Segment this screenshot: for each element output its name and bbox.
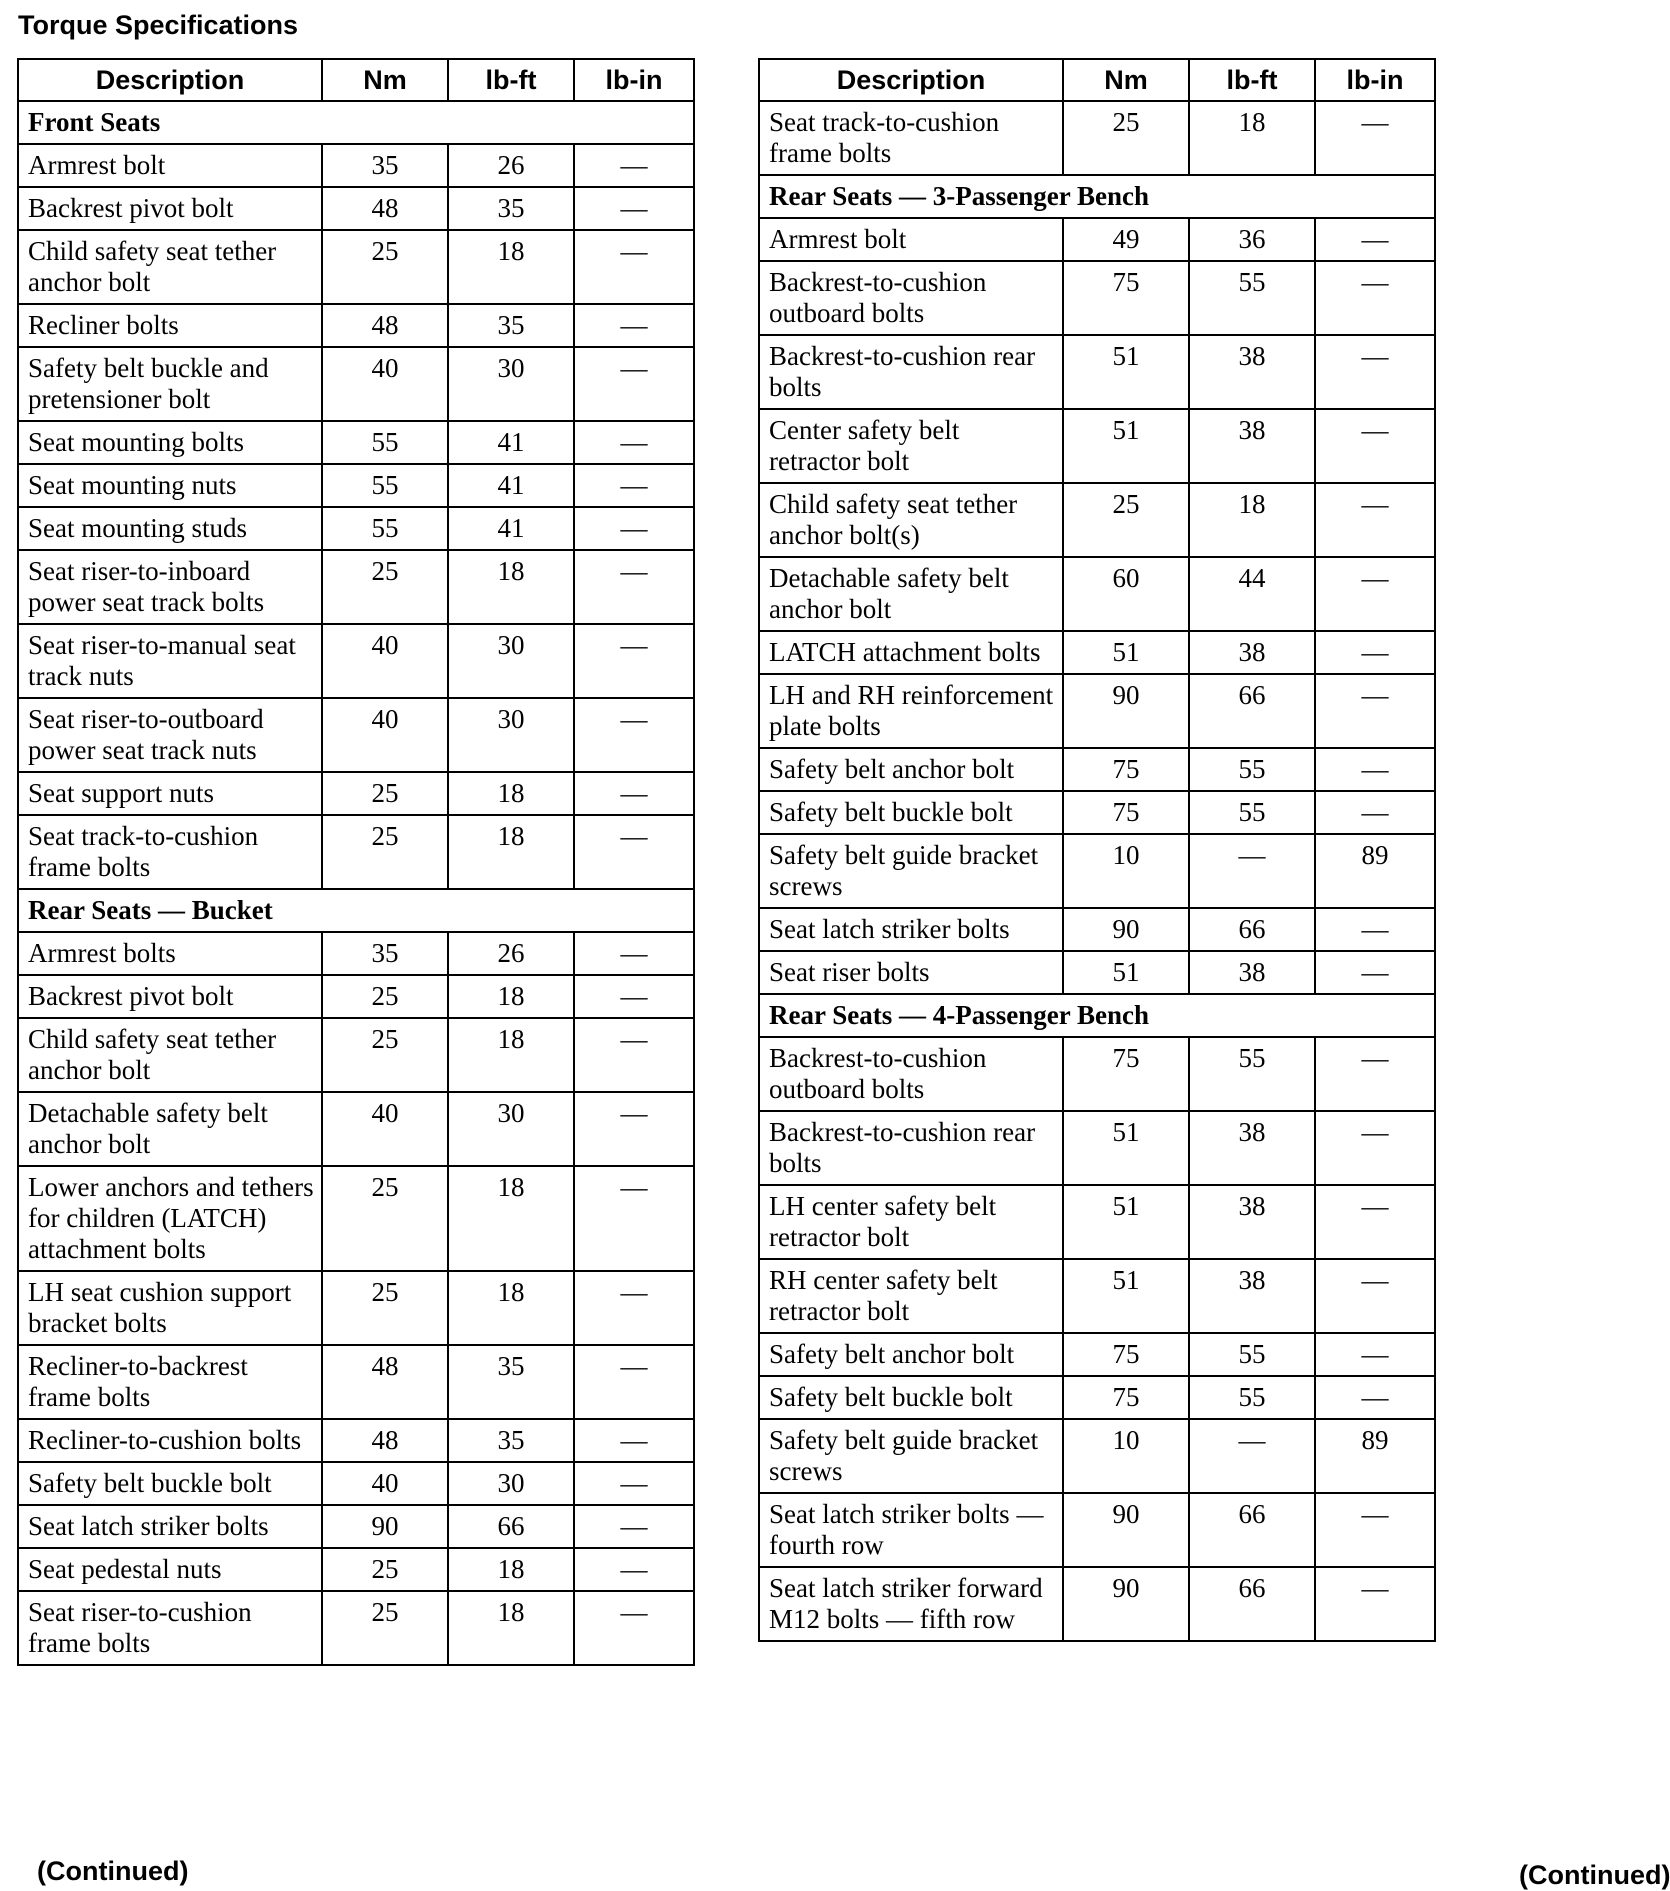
table-row [18, 421, 694, 464]
nm-cell: 48 [322, 1419, 448, 1462]
lbft-cell: 66 [1189, 908, 1315, 951]
lbft-cell: 55 [1189, 1333, 1315, 1376]
lbin-cell: — [574, 464, 694, 507]
nm-cell: 25 [322, 1271, 448, 1345]
table-row [18, 698, 694, 772]
table-row [759, 748, 1435, 791]
table-row [759, 409, 1435, 483]
lbin-cell: — [1315, 1333, 1435, 1376]
header-lbft: lb-ft [1189, 59, 1315, 101]
lbft-cell: 36 [1189, 218, 1315, 261]
description-cell: Safety belt buckle bolt [18, 1462, 322, 1505]
lbin-cell: — [1315, 483, 1435, 557]
table-row [18, 1591, 694, 1665]
nm-cell: 60 [1063, 557, 1189, 631]
nm-cell: 75 [1063, 261, 1189, 335]
header-nm: Nm [1063, 59, 1189, 101]
nm-cell: 90 [322, 1505, 448, 1548]
table-row [18, 187, 694, 230]
table-row [18, 772, 694, 815]
lbft-cell: 38 [1189, 1185, 1315, 1259]
lbft-cell: 38 [1189, 1259, 1315, 1333]
description-cell: Backrest pivot bolt [18, 975, 322, 1018]
nm-cell: 40 [322, 347, 448, 421]
lbft-cell: 18 [448, 1018, 574, 1092]
nm-cell: 90 [1063, 1567, 1189, 1641]
lbin-cell: — [1315, 748, 1435, 791]
lbin-cell: — [1315, 1259, 1435, 1333]
table-row [759, 1111, 1435, 1185]
section-row [759, 175, 1435, 218]
table-row [18, 507, 694, 550]
description-cell: Detachable safety belt anchor bolt [18, 1092, 322, 1166]
lbin-cell: — [1315, 1376, 1435, 1419]
nm-cell: 40 [322, 624, 448, 698]
description-cell: Safety belt anchor bolt [759, 748, 1063, 791]
description-cell: Safety belt guide bracket screws [759, 834, 1063, 908]
table-row [18, 975, 694, 1018]
nm-cell: 90 [1063, 1493, 1189, 1567]
lbin-cell: 89 [1315, 834, 1435, 908]
lbin-cell: — [574, 1092, 694, 1166]
description-cell: Seat support nuts [18, 772, 322, 815]
lbft-cell: 18 [448, 1591, 574, 1665]
lbin-cell: — [574, 1548, 694, 1591]
table-row [18, 624, 694, 698]
table-row [759, 1376, 1435, 1419]
lbin-cell: — [1315, 557, 1435, 631]
lbin-cell: — [1315, 951, 1435, 994]
nm-cell: 40 [322, 698, 448, 772]
table-row [759, 631, 1435, 674]
table-row [759, 483, 1435, 557]
lbft-cell: 55 [1189, 748, 1315, 791]
table-row [18, 464, 694, 507]
table-row [759, 951, 1435, 994]
lbin-cell: — [574, 815, 694, 889]
table-row [18, 230, 694, 304]
lbin-cell: — [1315, 1493, 1435, 1567]
description-cell: Seat riser-to-inboard power seat track bolts [18, 550, 322, 624]
description-cell: Seat mounting nuts [18, 464, 322, 507]
lbin-cell: — [574, 1166, 694, 1271]
table-row [759, 834, 1435, 908]
description-cell: Seat riser-to-outboard power seat track nuts [18, 698, 322, 772]
description-cell: Safety belt guide bracket screws [759, 1419, 1063, 1493]
header-row [759, 59, 1435, 101]
table-row [759, 791, 1435, 834]
description-cell: LATCH attachment bolts [759, 631, 1063, 674]
table-row [18, 1018, 694, 1092]
description-cell: Seat latch striker bolts [18, 1505, 322, 1548]
nm-cell: 75 [1063, 748, 1189, 791]
lbin-cell: — [1315, 908, 1435, 951]
nm-cell: 40 [322, 1462, 448, 1505]
nm-cell: 90 [1063, 674, 1189, 748]
nm-cell: 51 [1063, 951, 1189, 994]
lbft-cell: 18 [448, 550, 574, 624]
description-cell: Seat track-to-cushion frame bolts [759, 101, 1063, 175]
nm-cell: 40 [322, 1092, 448, 1166]
nm-cell: 51 [1063, 409, 1189, 483]
lbft-cell: 18 [1189, 101, 1315, 175]
header-row [18, 59, 694, 101]
lbin-cell: — [574, 1462, 694, 1505]
description-cell: Safety belt buckle bolt [759, 791, 1063, 834]
lbft-cell: 30 [448, 1462, 574, 1505]
lbin-cell: — [574, 304, 694, 347]
table-row [18, 932, 694, 975]
table-row [18, 1548, 694, 1591]
header-description: Description [18, 59, 322, 101]
table-row [18, 347, 694, 421]
lbft-cell: 44 [1189, 557, 1315, 631]
lbft-cell: 35 [448, 304, 574, 347]
lbft-cell: 55 [1189, 1376, 1315, 1419]
table-row [759, 1259, 1435, 1333]
torque-table-left [17, 58, 695, 1666]
description-cell: Backrest pivot bolt [18, 187, 322, 230]
nm-cell: 25 [322, 230, 448, 304]
table-row [759, 1185, 1435, 1259]
table-row [759, 1493, 1435, 1567]
nm-cell: 55 [322, 464, 448, 507]
section-row [18, 889, 694, 932]
table-row [18, 1345, 694, 1419]
nm-cell: 25 [322, 815, 448, 889]
table-row [759, 218, 1435, 261]
nm-cell: 10 [1063, 1419, 1189, 1493]
lbft-cell: 30 [448, 624, 574, 698]
lbin-cell: — [1315, 674, 1435, 748]
lbft-cell: 66 [448, 1505, 574, 1548]
description-cell: Seat mounting bolts [18, 421, 322, 464]
lbin-cell: — [1315, 261, 1435, 335]
description-cell: Backrest-to-cushion rear bolts [759, 335, 1063, 409]
nm-cell: 51 [1063, 1259, 1189, 1333]
lbft-cell: 30 [448, 698, 574, 772]
nm-cell: 48 [322, 187, 448, 230]
description-cell: Recliner-to-cushion bolts [18, 1419, 322, 1462]
nm-cell: 51 [1063, 1111, 1189, 1185]
lbft-cell: 66 [1189, 674, 1315, 748]
section-title: Rear Seats — 3-Passenger Bench [759, 175, 1435, 218]
description-cell: Detachable safety belt anchor bolt [759, 557, 1063, 631]
nm-cell: 10 [1063, 834, 1189, 908]
header-lbin: lb-in [1315, 59, 1435, 101]
description-cell: LH seat cushion support bracket bolts [18, 1271, 322, 1345]
lbin-cell: — [574, 347, 694, 421]
lbft-cell: 66 [1189, 1567, 1315, 1641]
nm-cell: 25 [322, 975, 448, 1018]
nm-cell: 35 [322, 144, 448, 187]
table-row [759, 1333, 1435, 1376]
header-nm: Nm [322, 59, 448, 101]
table-row [18, 1505, 694, 1548]
nm-cell: 35 [322, 932, 448, 975]
lbft-cell: 18 [448, 1548, 574, 1591]
lbft-cell: 55 [1189, 261, 1315, 335]
nm-cell: 25 [322, 550, 448, 624]
lbft-cell: — [1189, 834, 1315, 908]
lbft-cell: 30 [448, 347, 574, 421]
nm-cell: 25 [322, 1018, 448, 1092]
nm-cell: 51 [1063, 335, 1189, 409]
description-cell: LH center safety belt retractor bolt [759, 1185, 1063, 1259]
lbin-cell: — [1315, 791, 1435, 834]
lbin-cell: 89 [1315, 1419, 1435, 1493]
table-row [759, 101, 1435, 175]
lbin-cell: — [574, 1505, 694, 1548]
lbin-cell: — [574, 624, 694, 698]
lbin-cell: — [574, 975, 694, 1018]
header-description: Description [759, 59, 1063, 101]
table-row [18, 1271, 694, 1345]
lbin-cell: — [574, 1419, 694, 1462]
lbin-cell: — [574, 698, 694, 772]
table-row [18, 1166, 694, 1271]
table-row [759, 557, 1435, 631]
description-cell: Seat pedestal nuts [18, 1548, 322, 1591]
lbin-cell: — [574, 932, 694, 975]
description-cell: Seat riser bolts [759, 951, 1063, 994]
description-cell: Seat riser-to-manual seat track nuts [18, 624, 322, 698]
table-row [759, 908, 1435, 951]
lbft-cell: 18 [448, 815, 574, 889]
description-cell: Seat riser-to-cushion frame bolts [18, 1591, 322, 1665]
lbft-cell: — [1189, 1419, 1315, 1493]
description-cell: Center safety belt retractor bolt [759, 409, 1063, 483]
nm-cell: 75 [1063, 791, 1189, 834]
description-cell: Recliner-to-backrest frame bolts [18, 1345, 322, 1419]
lbft-cell: 18 [448, 1271, 574, 1345]
continued-label-left: (Continued) [37, 1856, 189, 1886]
nm-cell: 25 [322, 1548, 448, 1591]
lbft-cell: 38 [1189, 951, 1315, 994]
description-cell: Armrest bolt [18, 144, 322, 187]
lbft-cell: 35 [448, 187, 574, 230]
continued-label-right: (Continued) [1519, 1860, 1670, 1890]
lbin-cell: — [574, 1271, 694, 1345]
section-row [759, 994, 1435, 1037]
nm-cell: 25 [322, 1166, 448, 1271]
table-row [18, 1092, 694, 1166]
torque-table-right-body [759, 101, 1435, 1641]
description-cell: Safety belt buckle bolt [759, 1376, 1063, 1419]
description-cell: Child safety seat tether anchor bolt [18, 230, 322, 304]
description-cell: Recliner bolts [18, 304, 322, 347]
lbft-cell: 35 [448, 1419, 574, 1462]
table-row [18, 550, 694, 624]
description-cell: Armrest bolts [18, 932, 322, 975]
lbft-cell: 18 [448, 230, 574, 304]
description-cell: Seat latch striker bolts — fourth row [759, 1493, 1063, 1567]
lbin-cell: — [1315, 1111, 1435, 1185]
lbin-cell: — [574, 1018, 694, 1092]
lbft-cell: 41 [448, 507, 574, 550]
table-row [759, 1037, 1435, 1111]
description-cell: Backrest-to-cushion rear bolts [759, 1111, 1063, 1185]
lbin-cell: — [1315, 1567, 1435, 1641]
lbft-cell: 41 [448, 421, 574, 464]
header-lbft: lb-ft [448, 59, 574, 101]
lbin-cell: — [574, 144, 694, 187]
nm-cell: 90 [1063, 908, 1189, 951]
description-cell: Seat latch striker forward M12 bolts — fifth row [759, 1567, 1063, 1641]
description-cell: LH and RH reinforcement plate bolts [759, 674, 1063, 748]
description-cell: Backrest-to-cushion outboard bolts [759, 1037, 1063, 1111]
description-cell: Child safety seat tether anchor bolt(s) [759, 483, 1063, 557]
description-cell: Safety belt anchor bolt [759, 1333, 1063, 1376]
lbin-cell: — [1315, 409, 1435, 483]
lbin-cell: — [574, 187, 694, 230]
header-lbin: lb-in [574, 59, 694, 101]
section-title: Rear Seats — Bucket [18, 889, 694, 932]
lbft-cell: 26 [448, 144, 574, 187]
lbin-cell: — [574, 550, 694, 624]
nm-cell: 49 [1063, 218, 1189, 261]
lbin-cell: — [1315, 101, 1435, 175]
lbin-cell: — [1315, 218, 1435, 261]
lbft-cell: 38 [1189, 409, 1315, 483]
table-row [759, 1567, 1435, 1641]
description-cell: Child safety seat tether anchor bolt [18, 1018, 322, 1092]
lbft-cell: 35 [448, 1345, 574, 1419]
torque-table-left-body [18, 101, 694, 1665]
page-title: Torque Specifications [18, 10, 299, 40]
lbft-cell: 66 [1189, 1493, 1315, 1567]
lbft-cell: 18 [448, 975, 574, 1018]
lbft-cell: 38 [1189, 631, 1315, 674]
section-row [18, 101, 694, 144]
lbin-cell: — [1315, 1185, 1435, 1259]
table-row [18, 304, 694, 347]
lbin-cell: — [1315, 1037, 1435, 1111]
section-title: Front Seats [18, 101, 694, 144]
lbin-cell: — [574, 507, 694, 550]
nm-cell: 51 [1063, 1185, 1189, 1259]
lbft-cell: 55 [1189, 791, 1315, 834]
description-cell: RH center safety belt retractor bolt [759, 1259, 1063, 1333]
lbin-cell: — [574, 1591, 694, 1665]
table-row [759, 1419, 1435, 1493]
lbft-cell: 18 [448, 772, 574, 815]
lbft-cell: 38 [1189, 335, 1315, 409]
table-row [759, 674, 1435, 748]
lbft-cell: 18 [1189, 483, 1315, 557]
lbft-cell: 41 [448, 464, 574, 507]
nm-cell: 48 [322, 1345, 448, 1419]
table-row [18, 1419, 694, 1462]
table-row [18, 144, 694, 187]
left-column [17, 58, 695, 1886]
nm-cell: 25 [322, 772, 448, 815]
description-cell: Backrest-to-cushion outboard bolts [759, 261, 1063, 335]
nm-cell: 55 [322, 421, 448, 464]
table-row [759, 335, 1435, 409]
lbft-cell: 26 [448, 932, 574, 975]
description-cell: Seat mounting studs [18, 507, 322, 550]
lbin-cell: — [574, 421, 694, 464]
right-column [758, 58, 1670, 1890]
nm-cell: 48 [322, 304, 448, 347]
section-title: Rear Seats — 4-Passenger Bench [759, 994, 1435, 1037]
lbin-cell: — [574, 230, 694, 304]
nm-cell: 75 [1063, 1376, 1189, 1419]
description-cell: Seat track-to-cushion frame bolts [18, 815, 322, 889]
lbin-cell: — [574, 1345, 694, 1419]
nm-cell: 75 [1063, 1037, 1189, 1111]
nm-cell: 25 [1063, 101, 1189, 175]
description-cell: Lower anchors and tethers for children (LATCH) attachment bolts [18, 1166, 322, 1271]
lbft-cell: 30 [448, 1092, 574, 1166]
description-cell: Seat latch striker bolts [759, 908, 1063, 951]
lbft-cell: 55 [1189, 1037, 1315, 1111]
lbin-cell: — [1315, 335, 1435, 409]
lbin-cell: — [1315, 631, 1435, 674]
nm-cell: 25 [1063, 483, 1189, 557]
table-row [18, 815, 694, 889]
table-row [759, 261, 1435, 335]
lbin-cell: — [574, 772, 694, 815]
torque-table-right [758, 58, 1436, 1642]
lbft-cell: 18 [448, 1166, 574, 1271]
nm-cell: 55 [322, 507, 448, 550]
table-row [18, 1462, 694, 1505]
nm-cell: 75 [1063, 1333, 1189, 1376]
description-cell: Armrest bolt [759, 218, 1063, 261]
lbft-cell: 38 [1189, 1111, 1315, 1185]
description-cell: Safety belt buckle and pretensioner bolt [18, 347, 322, 421]
nm-cell: 51 [1063, 631, 1189, 674]
nm-cell: 25 [322, 1591, 448, 1665]
